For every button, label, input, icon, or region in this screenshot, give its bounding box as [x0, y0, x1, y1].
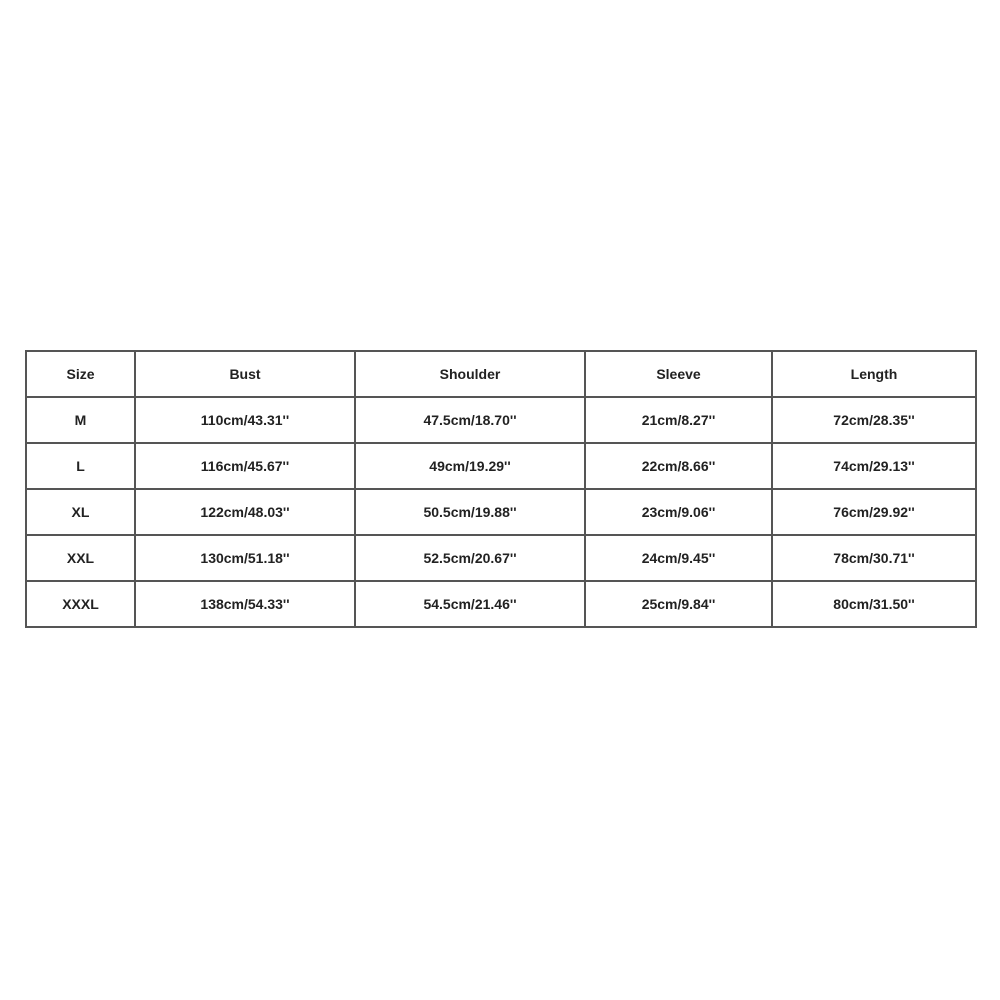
cell-shoulder: 54.5cm/21.46'' — [355, 581, 585, 627]
cell-sleeve: 24cm/9.45'' — [585, 535, 772, 581]
cell-sleeve: 22cm/8.66'' — [585, 443, 772, 489]
cell-bust: 116cm/45.67'' — [135, 443, 355, 489]
cell-shoulder: 52.5cm/20.67'' — [355, 535, 585, 581]
cell-bust: 130cm/51.18'' — [135, 535, 355, 581]
cell-shoulder: 50.5cm/19.88'' — [355, 489, 585, 535]
size-chart-table — [25, 350, 977, 628]
cell-length: 78cm/30.71'' — [772, 535, 976, 581]
header-size: Size — [26, 351, 135, 397]
cell-size: M — [26, 397, 135, 443]
cell-bust: 138cm/54.33'' — [135, 581, 355, 627]
table-row — [26, 489, 976, 535]
cell-length: 72cm/28.35'' — [772, 397, 976, 443]
table-row — [26, 581, 976, 627]
cell-length: 74cm/29.13'' — [772, 443, 976, 489]
cell-shoulder: 49cm/19.29'' — [355, 443, 585, 489]
table-header-row — [26, 351, 976, 397]
cell-size: XXL — [26, 535, 135, 581]
cell-length: 76cm/29.92'' — [772, 489, 976, 535]
cell-bust: 122cm/48.03'' — [135, 489, 355, 535]
header-length: Length — [772, 351, 976, 397]
table-row — [26, 535, 976, 581]
table-row — [26, 397, 976, 443]
header-bust: Bust — [135, 351, 355, 397]
cell-sleeve: 23cm/9.06'' — [585, 489, 772, 535]
cell-bust: 110cm/43.31'' — [135, 397, 355, 443]
cell-size: XXXL — [26, 581, 135, 627]
cell-length: 80cm/31.50'' — [772, 581, 976, 627]
cell-size: L — [26, 443, 135, 489]
cell-sleeve: 25cm/9.84'' — [585, 581, 772, 627]
header-sleeve: Sleeve — [585, 351, 772, 397]
header-shoulder: Shoulder — [355, 351, 585, 397]
cell-shoulder: 47.5cm/18.70'' — [355, 397, 585, 443]
cell-size: XL — [26, 489, 135, 535]
cell-sleeve: 21cm/8.27'' — [585, 397, 772, 443]
table-row — [26, 443, 976, 489]
